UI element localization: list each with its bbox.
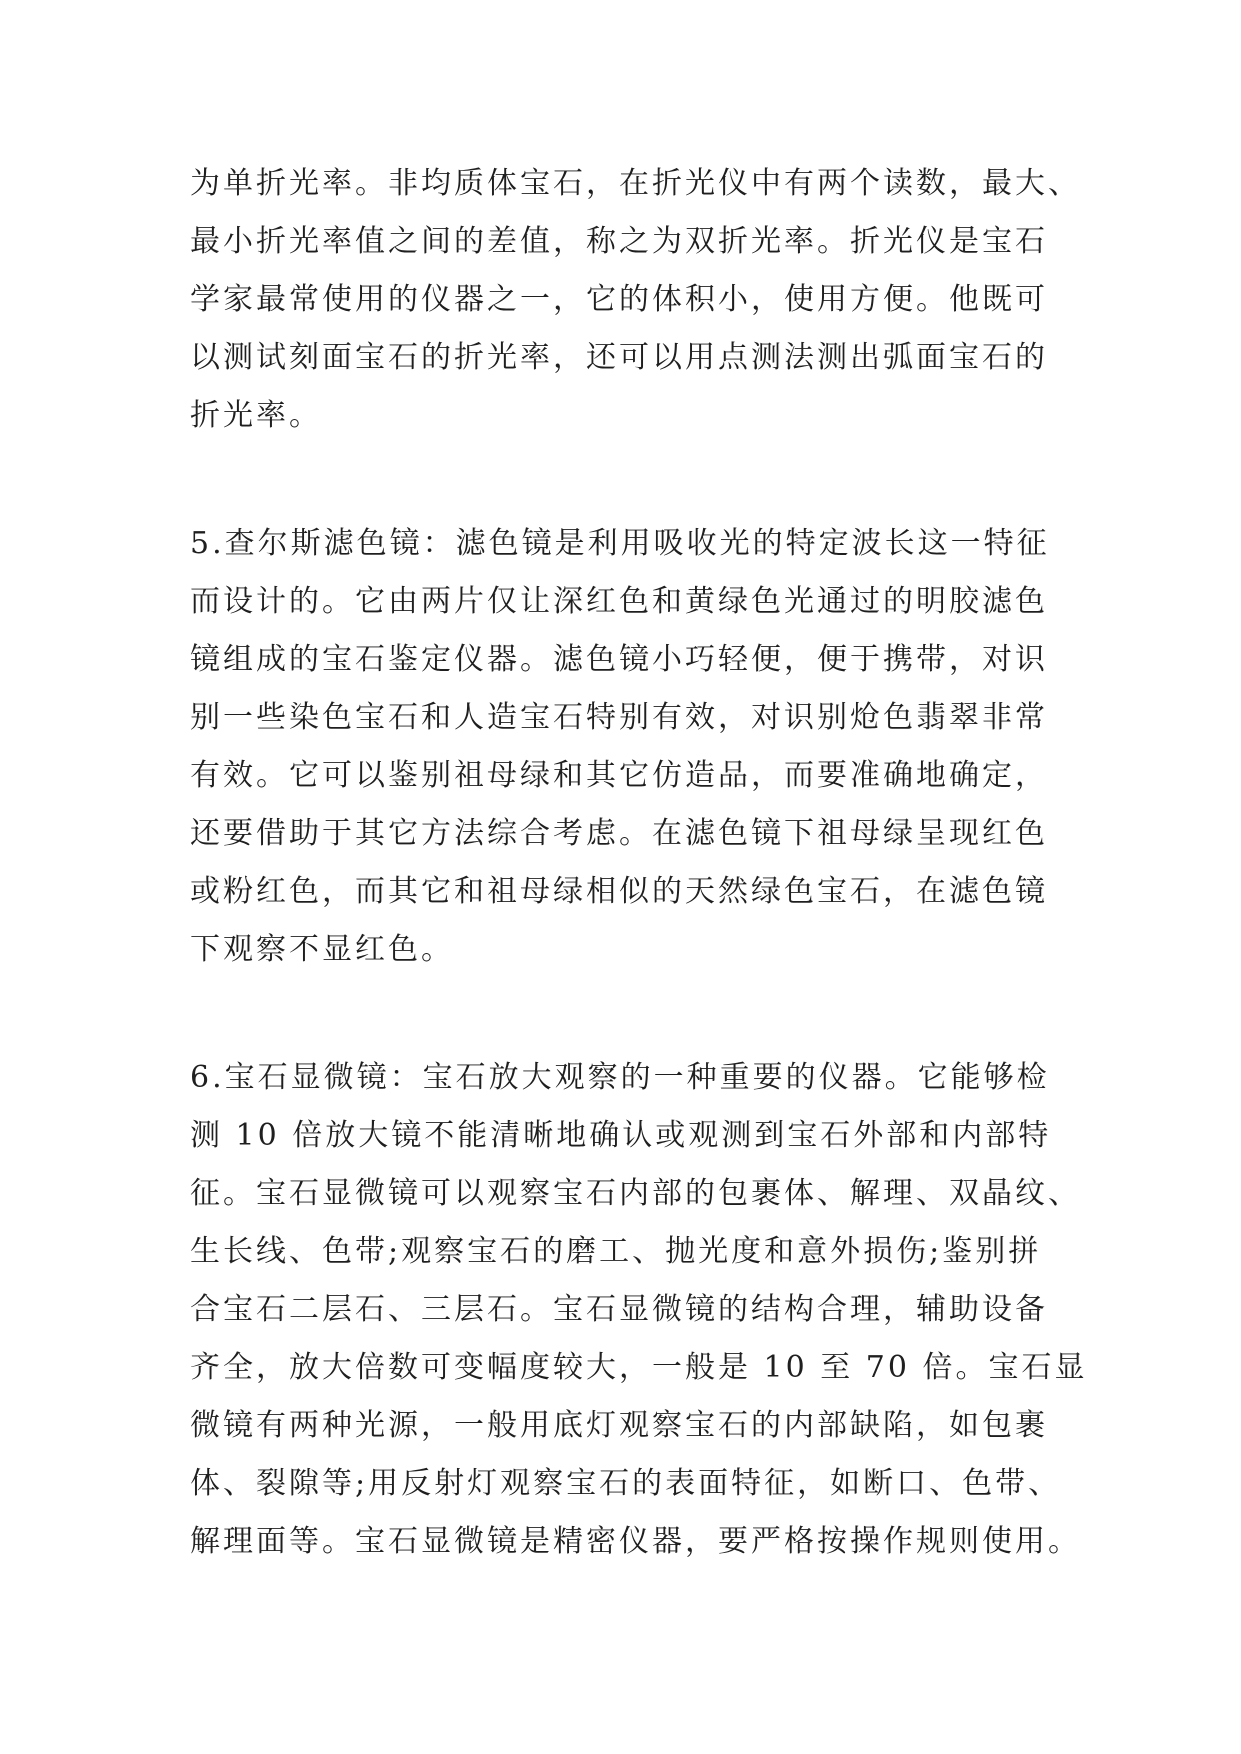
text-line: 生长线、色带;观察宝石的磨工、抛光度和意外损伤;鉴别拼	[190, 1234, 1042, 1269]
text-line: 下观察不显红色。	[190, 932, 454, 967]
text-line: 为单折光率。非均质体宝石，在折光仪中有两个读数，最大、	[190, 166, 1081, 201]
text-line: 而设计的。它由两片仅让深红色和黄绿色光通过的明胶滤色	[190, 584, 1048, 619]
text-line: 征。宝石显微镜可以观察宝石内部的包裹体、解理、双晶纹、	[190, 1176, 1081, 1211]
paragraph-spacer	[190, 445, 1070, 515]
text-line: 齐全，放大倍数可变幅度较大，一般是 10 至 70 倍。宝石显	[190, 1350, 1088, 1385]
text-line: 5.查尔斯滤色镜：滤色镜是利用吸收光的特定波长这一特征	[190, 526, 1050, 561]
text-line: 解理面等。宝石显微镜是精密仪器，要严格按操作规则使用。	[190, 1524, 1081, 1559]
text-line: 或粉红色，而其它和祖母绿相似的天然绿色宝石，在滤色镜	[190, 874, 1048, 909]
text-line: 合宝石二层石、三层石。宝石显微镜的结构合理，辅助设备	[190, 1292, 1048, 1327]
paragraph-refractometer	[190, 155, 1081, 445]
text-line: 学家最常使用的仪器之一，它的体积小，使用方便。他既可	[190, 282, 1048, 317]
text-line: 镜组成的宝石鉴定仪器。滤色镜小巧轻便，便于携带，对识	[190, 642, 1048, 677]
text-line: 还要借助于其它方法综合考虑。在滤色镜下祖母绿呈现红色	[190, 816, 1048, 851]
text-line: 6.宝石显微镜：宝石放大观察的一种重要的仪器。它能够检	[190, 1060, 1050, 1095]
text-line: 测 10 倍放大镜不能清晰地确认或观测到宝石外部和内部特	[190, 1118, 1052, 1153]
text-line: 别一些染色宝石和人造宝石特别有效，对识别炝色翡翠非常	[190, 700, 1048, 735]
text-line: 有效。它可以鉴别祖母绿和其它仿造品，而要准确地确定，	[190, 758, 1048, 793]
text-line: 折光率。	[190, 398, 322, 433]
text-line: 以测试刻面宝石的折光率，还可以用点测法测出弧面宝石的	[190, 340, 1048, 375]
document-body	[190, 155, 1088, 1571]
text-line: 微镜有两种光源，一般用底灯观察宝石的内部缺陷，如包裹	[190, 1408, 1048, 1443]
paragraph-spacer	[190, 979, 1070, 1049]
text-line: 体、裂隙等;用反射灯观察宝石的表面特征，如断口、色带、	[190, 1466, 1062, 1501]
text-line: 最小折光率值之间的差值，称之为双折光率。折光仪是宝石	[190, 224, 1048, 259]
paragraph-chelsea-filter	[190, 515, 1070, 979]
paragraph-gem-microscope	[190, 1049, 1088, 1571]
